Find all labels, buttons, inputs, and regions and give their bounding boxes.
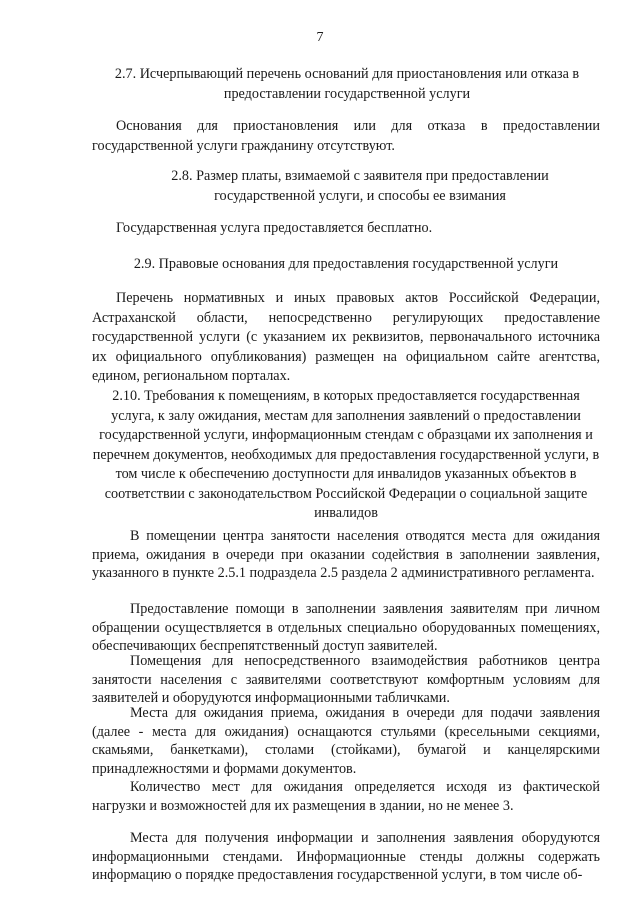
section-2-7-paragraph: Основания для приостановления или для отказа в предоставлении государственной услуги гражданину отсутствуют. (92, 118, 600, 154)
section-2-7-heading: 2.7. Исчерпывающий перечень оснований для приостановления или отказа в предоставлении государственной услуги (114, 66, 580, 102)
section-2-9-heading: 2.9. Правовые основания для предоставления государственной услуги (133, 256, 559, 272)
section-2-10-paragraph-3: Помещения для непосредственного взаимодействия работников центра занятости населения с заявителями соответствуют комфортным условиям для заявителей и оборудуются информационными табличками. (92, 653, 600, 707)
section-2-10-paragraph-4: Места для ожидания приема, ожидания в очереди для подачи заявления (далее - места для ожидания) оснащаются стульями (кресельными секциями, скамьями, банкетками), столами (стойками), бумагой и канцелярскими принадлежностями и формами документов. (92, 705, 600, 777)
section-2-8-heading: 2.8. Размер платы, взимаемой с заявителя при предоставлении государственной услуги, и способы ее взимания (171, 168, 549, 204)
section-2-10-heading: 2.10. Требования к помещениям, в которых предоставляется государственная услуга, к залу ожидания, местам для заполнения заявлений о предоставлении государственной услуги, информационным стендам с образцами их заполнения и перечнем документов, необходимых для предоставления государственной услуги, в том числе к обеспечению доступности для инвалидов указанных объектов в соответствии с законодательством Российской Федерации о социальной защите инвалидов (92, 388, 600, 521)
section-2-10-paragraph-2: Предоставление помощи в заполнении заявления заявителям при личном обращении осуществляется в отдельных специально оборудованных помещениях, обеспечивающих беспрепятственный доступ заявителей. (92, 601, 600, 655)
section-2-9-paragraph: Перечень нормативных и иных правовых актов Российской Федерации, Астраханской области, непосредственно регулирующих предоставление государственной услуги (с указанием их реквизитов, первоначального источника их официального опубликования) размещен на официальном сайте агентства, едином, региональном порталах. (92, 290, 600, 384)
section-2-10-paragraph-1: В помещении центра занятости населения отводятся места для ожидания приема, ожидания в очереди при оказании содействия в заполнении заявления, указанного в пункте 2.5.1 подраздела 2.5 раздела 2 административного регламента. (92, 528, 600, 582)
page-number: 7 (316, 30, 324, 45)
section-2-10-paragraph-6: Места для получения информации и заполнения заявления оборудуются информационными стендами. Информационные стенды должны содержать информацию о порядке предоставления государственной услуги, в том числе об- (92, 830, 600, 884)
section-2-10-paragraph-5: Количество мест для ожидания определяется исходя из фактической нагрузки и возможностей для их размещения в здании, но не менее 3. (92, 779, 600, 814)
section-2-8-paragraph: Государственная услуга предоставляется бесплатно. (116, 220, 433, 236)
